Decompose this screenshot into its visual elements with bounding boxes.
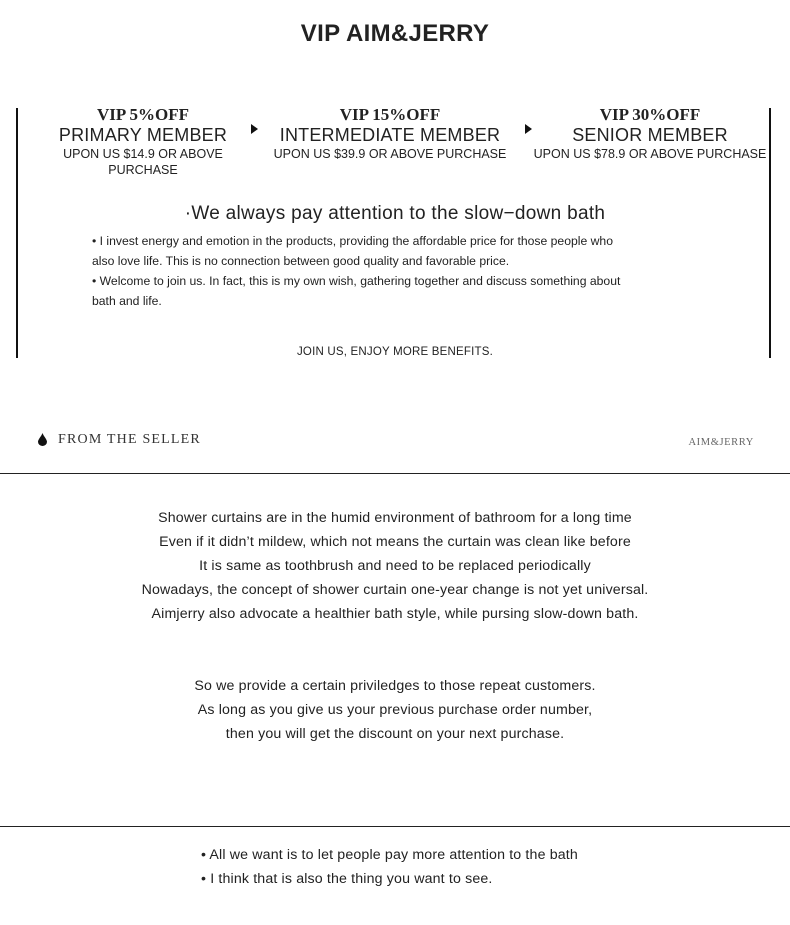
intro-paragraph-1 — [92, 232, 692, 271]
message-line: So we provide a certain priviledges to those repeat customers. — [194, 678, 596, 694]
arrow-right-icon — [525, 124, 532, 134]
message-line: Nowadays, the concept of shower curtain one-year change is not yet universal. — [141, 582, 649, 598]
right-border-line — [769, 108, 771, 358]
section-heading: FROM THE SELLER — [58, 432, 201, 447]
intro-line: • Welcome to join us. In fact, this is my own wish, gathering together and discuss something about — [92, 274, 621, 288]
tier-level: SENIOR MEMBER — [572, 125, 728, 145]
message-line: then you will get the discount on your next purchase. — [225, 726, 565, 742]
tier-discount: VIP 5%OFF — [96, 105, 190, 124]
message-line: It is same as toothbrush and need to be replaced periodically — [199, 558, 591, 574]
message-line: Aimjerry also advocate a healthier bath style, while pursing slow-down bath. — [151, 606, 639, 622]
join-tagline: JOIN US, ENJOY MORE BENEFITS. — [296, 346, 493, 358]
closing-line: • I think that is also the thing you want to see. — [201, 871, 493, 887]
water-drop-icon — [38, 433, 47, 446]
intro-line: bath and life. — [92, 293, 162, 308]
tier-senior — [533, 105, 767, 162]
arrow-right-icon — [251, 124, 258, 134]
divider — [0, 826, 790, 827]
seller-message-1 — [0, 506, 790, 626]
tier-intermediate — [272, 105, 508, 162]
intro-line: also love life. This is no connection between good quality and favorable price. — [92, 253, 510, 268]
intro-paragraph-2 — [92, 272, 692, 311]
tier-discount: VIP 30%OFF — [599, 105, 701, 124]
intro-line: • I invest energy and emotion in the products, providing the affordable price for those people who — [92, 234, 613, 248]
tier-primary — [29, 105, 257, 178]
message-line: Shower curtains are in the humid environment of bathroom for a long time — [158, 510, 632, 526]
tier-level: INTERMEDIATE MEMBER — [279, 125, 501, 145]
tier-condition: UPON US $39.9 OR ABOVE PURCHASE — [273, 147, 507, 161]
left-border-line — [16, 108, 18, 358]
slogan-heading: ·We always pay attention to the slow−down bath — [184, 203, 606, 224]
closing-line: • All we want is to let people pay more attention to the bath — [201, 847, 578, 863]
message-line: As long as you give us your previous purchase order number, — [197, 702, 593, 718]
tier-discount: VIP 15%OFF — [339, 105, 441, 124]
brand-label: AIM&JERRY — [688, 437, 754, 448]
tier-condition: UPON US $14.9 OR ABOVE PURCHASE — [63, 147, 223, 177]
tier-condition: UPON US $78.9 OR ABOVE PURCHASE — [533, 147, 767, 161]
seller-message-2 — [0, 674, 790, 746]
divider — [0, 473, 790, 474]
tier-level: PRIMARY MEMBER — [58, 125, 228, 145]
closing-list — [201, 843, 578, 891]
page-title: VIP AIM&JERRY — [300, 20, 490, 47]
message-line: Even if it didn’t mildew, which not means the curtain was clean like before — [159, 534, 631, 550]
